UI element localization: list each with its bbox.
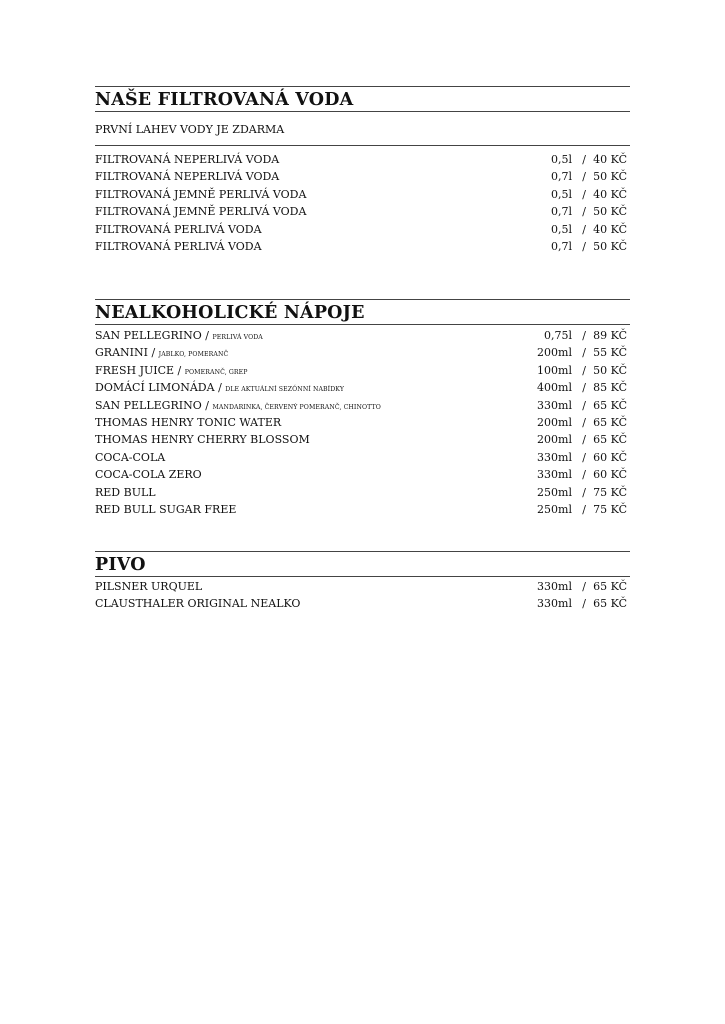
menu-item-volume: 400ml	[537, 381, 572, 395]
menu-item-volume: 0,5l	[550, 222, 572, 236]
menu-item-name	[95, 414, 281, 431]
price-separator: /	[582, 222, 586, 236]
menu-item-name	[95, 449, 165, 466]
menu-section-beer	[95, 551, 630, 613]
menu-item	[95, 414, 630, 431]
menu-item-name	[95, 578, 202, 595]
menu-item-name-text: COCA-COLA	[95, 450, 166, 464]
menu-item-volume: 330ml	[537, 580, 572, 593]
menu-item-price: 65 KČ	[593, 398, 627, 412]
menu-item-name-text: DOMÁCÍ LIMONÁDA /	[95, 381, 222, 395]
menu-item	[95, 397, 630, 414]
menu-item-name-text: RED BULL SUGAR FREE	[95, 502, 237, 516]
menu-item-price: 65 KČ	[593, 415, 627, 429]
menu-item-name-text: FILTROVANÁ NEPERLIVÁ VODA	[95, 170, 280, 184]
menu-item-name	[95, 168, 279, 185]
price-separator: /	[582, 329, 586, 342]
menu-item-volume: 250ml	[537, 485, 572, 499]
menu-item-volume: 100ml	[537, 363, 572, 377]
menu-item-price: 75 KČ	[593, 485, 627, 499]
section-title: NAŠE FILTROVANÁ VODA	[95, 90, 354, 110]
menu-item-note: PERLIVÁ VODA	[212, 334, 263, 341]
price-separator: /	[582, 433, 586, 447]
menu-list	[95, 151, 630, 255]
price-separator: /	[582, 153, 586, 166]
menu-list	[95, 327, 630, 518]
menu-item-name	[95, 595, 300, 612]
menu-item-volume: 0,7l	[550, 205, 572, 219]
menu-item	[95, 186, 630, 203]
price-separator: /	[582, 239, 586, 253]
menu-item	[95, 238, 630, 255]
price-separator: /	[582, 398, 586, 412]
menu-item-volume: 250ml	[537, 502, 572, 516]
menu-item-name-text: SAN PELLEGRINO /	[95, 329, 209, 342]
menu-item-name-text: PILSNER URQUEL	[95, 580, 203, 593]
price-separator: /	[582, 187, 586, 201]
menu-item-price: 65 KČ	[593, 433, 627, 447]
menu-item-note: MANDARINKA, ČERVENÝ POMERANČ, CHINOTTO	[212, 403, 381, 411]
menu-item-volume: 200ml	[537, 346, 572, 360]
menu-item-volume: 0,75l	[543, 329, 572, 342]
menu-item-volume: 330ml	[537, 597, 572, 611]
section-title-rule	[95, 576, 630, 577]
section-title: PIVO	[95, 555, 146, 575]
menu-item	[95, 431, 630, 448]
menu-item	[95, 221, 630, 238]
menu-item-name-text: FILTROVANÁ NEPERLIVÁ VODA	[95, 153, 280, 166]
menu-item-price: 60 KČ	[593, 468, 627, 482]
menu-item	[95, 484, 630, 501]
menu-item-volume: 200ml	[537, 415, 572, 429]
menu-item-name-text: THOMAS HENRY CHERRY BLOSSOM	[95, 433, 310, 447]
menu-section-soft-drinks	[95, 299, 630, 518]
price-separator: /	[582, 597, 586, 611]
menu-item-name-text: THOMAS HENRY TONIC WATER	[95, 415, 282, 429]
menu-item-name-text: FILTROVANÁ JEMNĚ PERLIVÁ VODA	[95, 187, 307, 201]
price-separator: /	[582, 485, 586, 499]
menu-item-name-text: FILTROVANÁ JEMNĚ PERLIVÁ VODA	[95, 205, 307, 219]
menu-item-note: JABLKO, POMERANČ	[158, 351, 229, 359]
menu-item-volume: 330ml	[537, 450, 572, 464]
menu-item-name-text: GRANINI /	[95, 346, 156, 360]
menu-item-price: 89 KČ	[593, 329, 627, 342]
menu-item	[95, 327, 630, 344]
menu-item-name	[95, 203, 306, 220]
menu-item-name	[95, 151, 279, 168]
price-separator: /	[582, 468, 586, 482]
section-top-rule	[95, 299, 630, 300]
menu-item-volume: 330ml	[537, 398, 572, 412]
price-separator: /	[582, 381, 586, 395]
price-separator: /	[582, 346, 586, 360]
menu-item	[95, 578, 630, 595]
menu-item-volume: 330ml	[537, 468, 572, 482]
section-title-rule	[95, 111, 630, 112]
menu-item-price: 40 KČ	[593, 222, 627, 236]
menu-item	[95, 362, 630, 379]
menu-item	[95, 595, 630, 612]
menu-item-note: POMERANČ, GREP	[184, 368, 248, 376]
menu-item-price: 75 KČ	[593, 502, 627, 516]
menu-item-price: 85 KČ	[593, 381, 627, 395]
menu-item-name	[95, 221, 262, 238]
menu-item-name	[95, 186, 306, 203]
menu-item-volume: 200ml	[537, 433, 572, 447]
menu-item	[95, 466, 630, 483]
price-separator: /	[582, 502, 586, 516]
menu-item-name-text: COCA-COLA ZERO	[95, 468, 202, 482]
menu-item	[95, 379, 630, 396]
menu-item	[95, 203, 630, 220]
menu-item-price: 55 KČ	[593, 346, 627, 360]
menu-item-name-text: SAN PELLEGRINO /	[95, 398, 209, 412]
menu-item-price: 65 KČ	[593, 580, 627, 593]
price-separator: /	[582, 580, 586, 593]
menu-list	[95, 578, 630, 613]
price-separator: /	[582, 450, 586, 464]
menu-item-volume: 0,5l	[550, 153, 572, 166]
menu-item-name-text: FRESH JUICE /	[95, 363, 182, 377]
price-separator: /	[582, 205, 586, 219]
menu-item	[95, 151, 630, 168]
menu-item	[95, 168, 630, 185]
menu-item-volume: 0,7l	[550, 239, 572, 253]
menu-item-price: 40 KČ	[593, 187, 627, 201]
menu-item-note: DLE AKTUÁLNÍ SEZÓNNÍ NABÍDKY	[225, 386, 345, 394]
menu-section-water	[95, 86, 630, 255]
menu-item-name	[95, 238, 262, 255]
menu-item-name-text: CLAUSTHALER ORIGINAL NEALKO	[95, 597, 301, 611]
menu-item-price: 50 KČ	[593, 205, 627, 219]
menu-item-name	[95, 466, 202, 483]
price-separator: /	[582, 415, 586, 429]
menu-item-volume: 0,7l	[550, 170, 572, 184]
menu-item-price: 60 KČ	[593, 450, 627, 464]
price-separator: /	[582, 170, 586, 184]
section-title-rule	[95, 324, 630, 325]
menu-item-price: 50 KČ	[593, 170, 627, 184]
menu-item-name	[95, 484, 156, 501]
section-top-rule	[95, 86, 630, 87]
menu-item-price: 65 KČ	[593, 597, 627, 611]
price-separator: /	[582, 363, 586, 377]
section-subtitle-rule	[95, 145, 630, 146]
section-title: NEALKOHOLICKÉ NÁPOJE	[95, 303, 365, 323]
menu-item-name-text: FILTROVANÁ PERLIVÁ VODA	[95, 222, 262, 236]
menu-item-price: 50 KČ	[593, 239, 627, 253]
menu-item	[95, 344, 630, 361]
menu-item	[95, 501, 630, 518]
menu-item-name-text: FILTROVANÁ PERLIVÁ VODA	[95, 239, 262, 253]
menu-item-price: 40 KČ	[593, 153, 627, 166]
menu-item-name-text: RED BULL	[95, 485, 156, 499]
menu-item-price: 50 KČ	[593, 363, 627, 377]
menu-item	[95, 449, 630, 466]
section-top-rule	[95, 551, 630, 552]
section-subtitle: PRVNÍ LAHEV VODY JE ZDARMA	[95, 123, 285, 136]
menu-item-name	[95, 501, 236, 518]
menu-item-volume: 0,5l	[550, 187, 572, 201]
menu-item-name	[95, 431, 310, 448]
